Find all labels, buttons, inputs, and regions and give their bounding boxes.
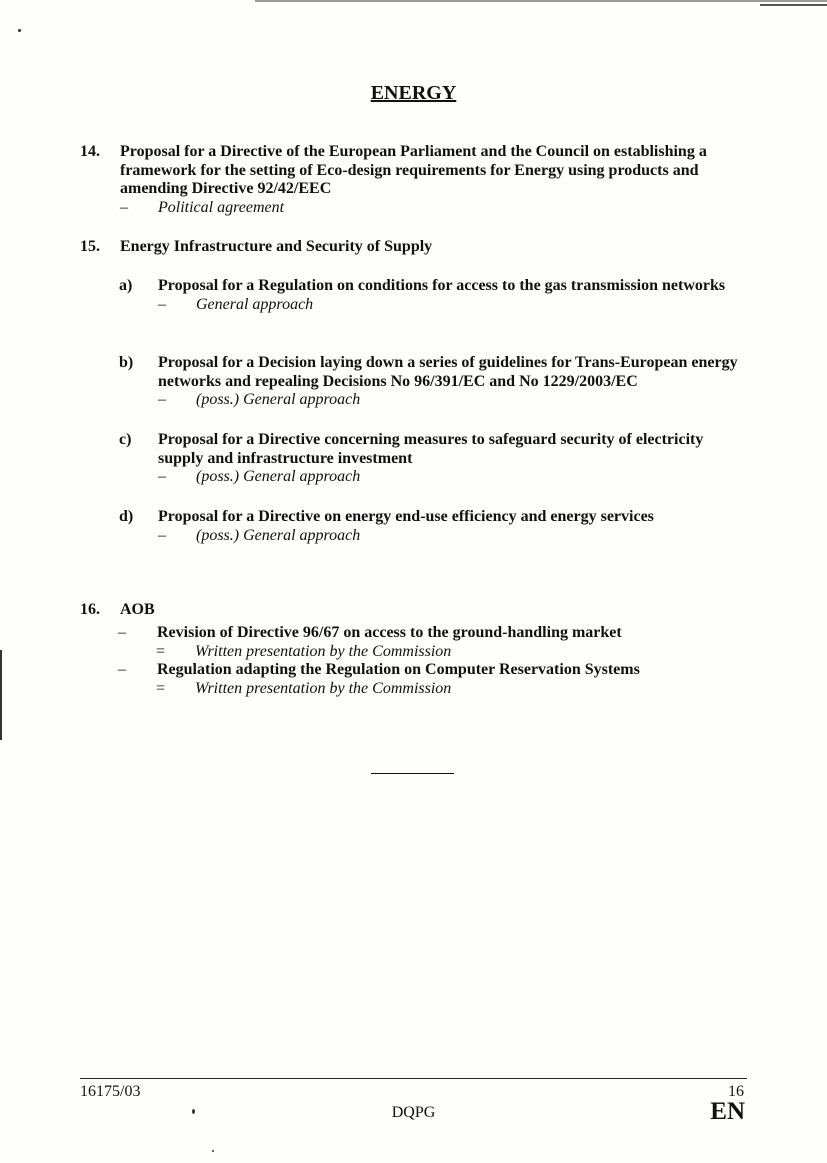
subitem-letter: b) bbox=[119, 354, 134, 371]
note-text: (poss.) General approach bbox=[196, 468, 361, 485]
item-number: 14. bbox=[80, 143, 100, 160]
subitem-note bbox=[158, 468, 739, 487]
footer-rule bbox=[80, 1078, 747, 1079]
subitem-letter: d) bbox=[119, 508, 134, 525]
aob-entry-heading: Regulation adapting the Regulation on Computer Reservation Systems bbox=[157, 661, 640, 678]
aob-entries bbox=[119, 624, 739, 698]
subitem-letter: c) bbox=[119, 431, 132, 448]
agenda-subitem-d bbox=[119, 508, 739, 545]
item-number: 15. bbox=[80, 238, 100, 255]
end-of-section-rule bbox=[371, 773, 454, 774]
scan-edge-line bbox=[255, 0, 827, 2]
dash-marker: – bbox=[158, 468, 166, 485]
dash-marker: – bbox=[158, 295, 166, 313]
agenda-item-14 bbox=[80, 143, 740, 217]
subitem-heading: Proposal for a Directive on energy end-use efficiency and energy services bbox=[158, 508, 654, 525]
subitem-note bbox=[158, 527, 739, 546]
subitem-heading: Proposal for a Regulation on conditions for access to the gas transmission networks bbox=[158, 277, 726, 294]
note-text: (poss.) General approach bbox=[196, 391, 361, 408]
aob-entry bbox=[119, 624, 739, 661]
item-number: 16. bbox=[80, 601, 100, 618]
footer-language: EN bbox=[710, 1098, 745, 1125]
agenda-item-16 bbox=[80, 601, 740, 620]
scan-speck bbox=[18, 29, 21, 32]
scan-edge-line bbox=[760, 4, 827, 6]
note-text: Written presentation by the Commission bbox=[195, 679, 452, 697]
footer-department: DQPG bbox=[391, 1104, 436, 1121]
item-note bbox=[120, 199, 740, 218]
subitem-letter: a) bbox=[119, 277, 133, 294]
dash-marker: – bbox=[118, 624, 126, 641]
note-text: General approach bbox=[196, 295, 314, 313]
item-heading: Energy Infrastructure and Security of Supply bbox=[120, 238, 433, 255]
subitem-note bbox=[158, 391, 739, 410]
note-text: Written presentation by the Commission bbox=[195, 642, 452, 660]
agenda-subitem-b bbox=[119, 354, 739, 410]
note-text: (poss.) General approach bbox=[196, 526, 361, 544]
item-heading: Proposal for a Directive of the European Parliament and the Council on establishing a framework for the setting of Eco-design requirements for Energy using products and amending Directive 92/42/EEC bbox=[120, 143, 707, 197]
dash-marker: – bbox=[118, 661, 126, 678]
subitem-heading: Proposal for a Directive concerning measures to safeguard security of electricity supply and infrastructure investment bbox=[158, 431, 704, 467]
agenda-subitem-c bbox=[119, 431, 739, 487]
aob-entry-heading: Revision of Directive 96/67 on access to the ground-handling market bbox=[157, 624, 622, 641]
item-heading: AOB bbox=[120, 601, 155, 618]
dash-marker: – bbox=[120, 198, 128, 216]
note-text: Political agreement bbox=[158, 198, 285, 216]
dash-marker: – bbox=[158, 391, 166, 408]
agenda-subitem-a bbox=[119, 277, 739, 314]
equals-marker: = bbox=[156, 642, 166, 660]
scan-edge-line bbox=[0, 650, 2, 740]
subitem-heading: Proposal for a Decision laying down a series of guidelines for Trans-European energy networks and repealing Decisions No 96/391/EC and No 1229/2003/EC bbox=[158, 354, 738, 390]
scan-speck bbox=[212, 1150, 214, 1152]
subitem-note bbox=[158, 296, 739, 315]
section-title: ENERGY bbox=[370, 82, 457, 104]
footer-page-number: 16 bbox=[728, 1083, 744, 1100]
aob-entry bbox=[119, 661, 739, 698]
aob-entry-note bbox=[157, 680, 739, 699]
dash-marker: – bbox=[158, 526, 166, 544]
equals-marker: = bbox=[156, 679, 166, 697]
aob-entry-note bbox=[157, 643, 739, 662]
footer-doc-number: 16175/03 bbox=[80, 1083, 141, 1100]
agenda-item-15 bbox=[80, 238, 740, 257]
